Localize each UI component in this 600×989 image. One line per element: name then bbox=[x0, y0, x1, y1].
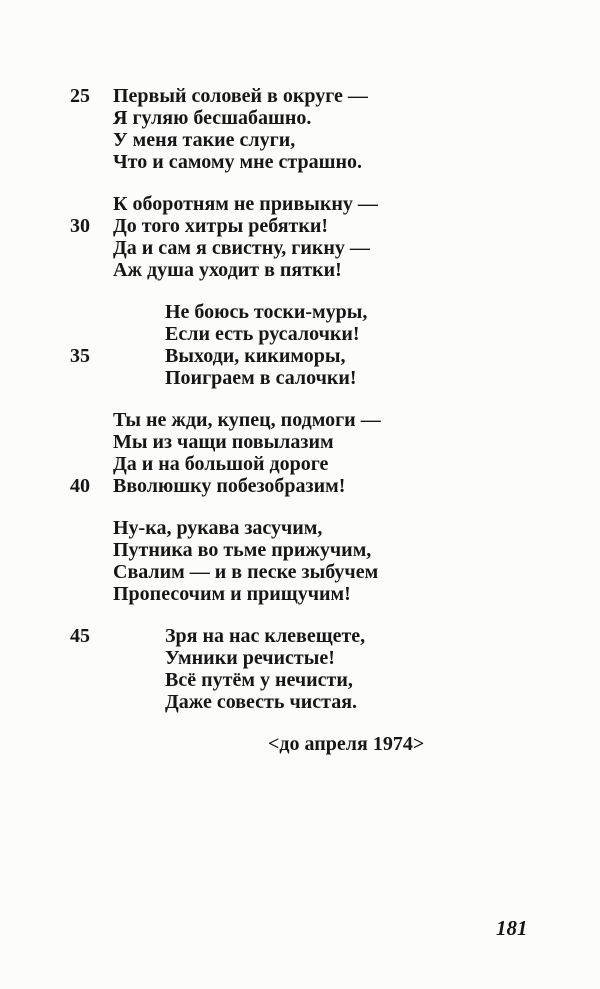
poem-line bbox=[113, 151, 381, 173]
poem-line bbox=[113, 691, 381, 713]
poem-line bbox=[113, 237, 381, 259]
poem-line bbox=[113, 129, 381, 151]
poem-line bbox=[113, 193, 381, 215]
poem-line bbox=[113, 431, 381, 453]
poem-line bbox=[70, 215, 381, 237]
poem-line bbox=[70, 625, 381, 647]
line-text: Всё путём у нечисти, bbox=[165, 669, 353, 691]
line-text: Поиграем в салочки! bbox=[165, 367, 357, 389]
stanza bbox=[70, 193, 381, 281]
poem-line bbox=[113, 323, 381, 345]
poem-line bbox=[113, 107, 381, 129]
stanza bbox=[70, 301, 381, 389]
poem-line bbox=[113, 583, 381, 605]
line-text: Свалим — и в песке зыбучем bbox=[113, 561, 379, 583]
poem-line bbox=[113, 539, 381, 561]
poem-body bbox=[70, 85, 381, 733]
page-number: 181 bbox=[496, 916, 528, 940]
poem-line bbox=[113, 409, 381, 431]
line-text: Я гуляю бесшабашно. bbox=[113, 107, 312, 129]
poem-line bbox=[113, 647, 381, 669]
poem-line bbox=[113, 517, 381, 539]
line-text: Первый соловей в округе — bbox=[113, 85, 368, 107]
line-text: Вволюшку побезобразим! bbox=[113, 475, 346, 497]
poem-line bbox=[113, 669, 381, 691]
line-number: 25 bbox=[70, 85, 90, 107]
line-text: Пропесочим и прищучим! bbox=[113, 583, 351, 605]
line-text: У меня такие слуги, bbox=[113, 129, 296, 151]
line-text: Мы из чащи повылазим bbox=[113, 431, 334, 453]
date-note: <до апреля 1974> bbox=[268, 733, 425, 755]
poem-line bbox=[70, 345, 381, 367]
line-text: Даже совесть чистая. bbox=[165, 691, 358, 713]
stanza bbox=[70, 625, 381, 713]
stanza bbox=[70, 85, 381, 173]
poem-line bbox=[113, 453, 381, 475]
line-number: 40 bbox=[70, 475, 90, 497]
poem-line bbox=[70, 85, 381, 107]
line-number: 35 bbox=[70, 345, 90, 367]
poem-line bbox=[113, 561, 381, 583]
line-number: 45 bbox=[70, 625, 90, 647]
line-text: Ну-ка, рукава засучим, bbox=[113, 517, 323, 539]
poem-line bbox=[113, 259, 381, 281]
stanza bbox=[113, 517, 381, 605]
line-text: Если есть русалочки! bbox=[165, 323, 360, 345]
line-text: Умники речистые! bbox=[165, 647, 335, 669]
line-text: Путника во тьме прижучим, bbox=[113, 539, 372, 561]
line-text: Что и самому мне страшно. bbox=[113, 151, 362, 173]
poem-line bbox=[70, 475, 381, 497]
line-text: Зря на нас клевещете, bbox=[165, 625, 366, 647]
poem-line bbox=[113, 301, 381, 323]
line-text: Аж душа уходит в пятки! bbox=[113, 259, 342, 281]
line-text: Не боюсь тоски-муры, bbox=[165, 301, 368, 323]
line-text: До того хитры ребятки! bbox=[113, 215, 329, 237]
line-text: Выходи, кикиморы, bbox=[165, 345, 346, 367]
line-text: Да и на большой дороге bbox=[113, 453, 329, 475]
line-text: К оборотням не привыкну — bbox=[113, 193, 378, 215]
line-text: Ты не жди, купец, подмоги — bbox=[113, 409, 381, 431]
line-text: Да и сам я свистну, гикну — bbox=[113, 237, 370, 259]
line-number: 30 bbox=[70, 215, 90, 237]
stanza bbox=[70, 409, 381, 497]
poem-line bbox=[113, 367, 381, 389]
